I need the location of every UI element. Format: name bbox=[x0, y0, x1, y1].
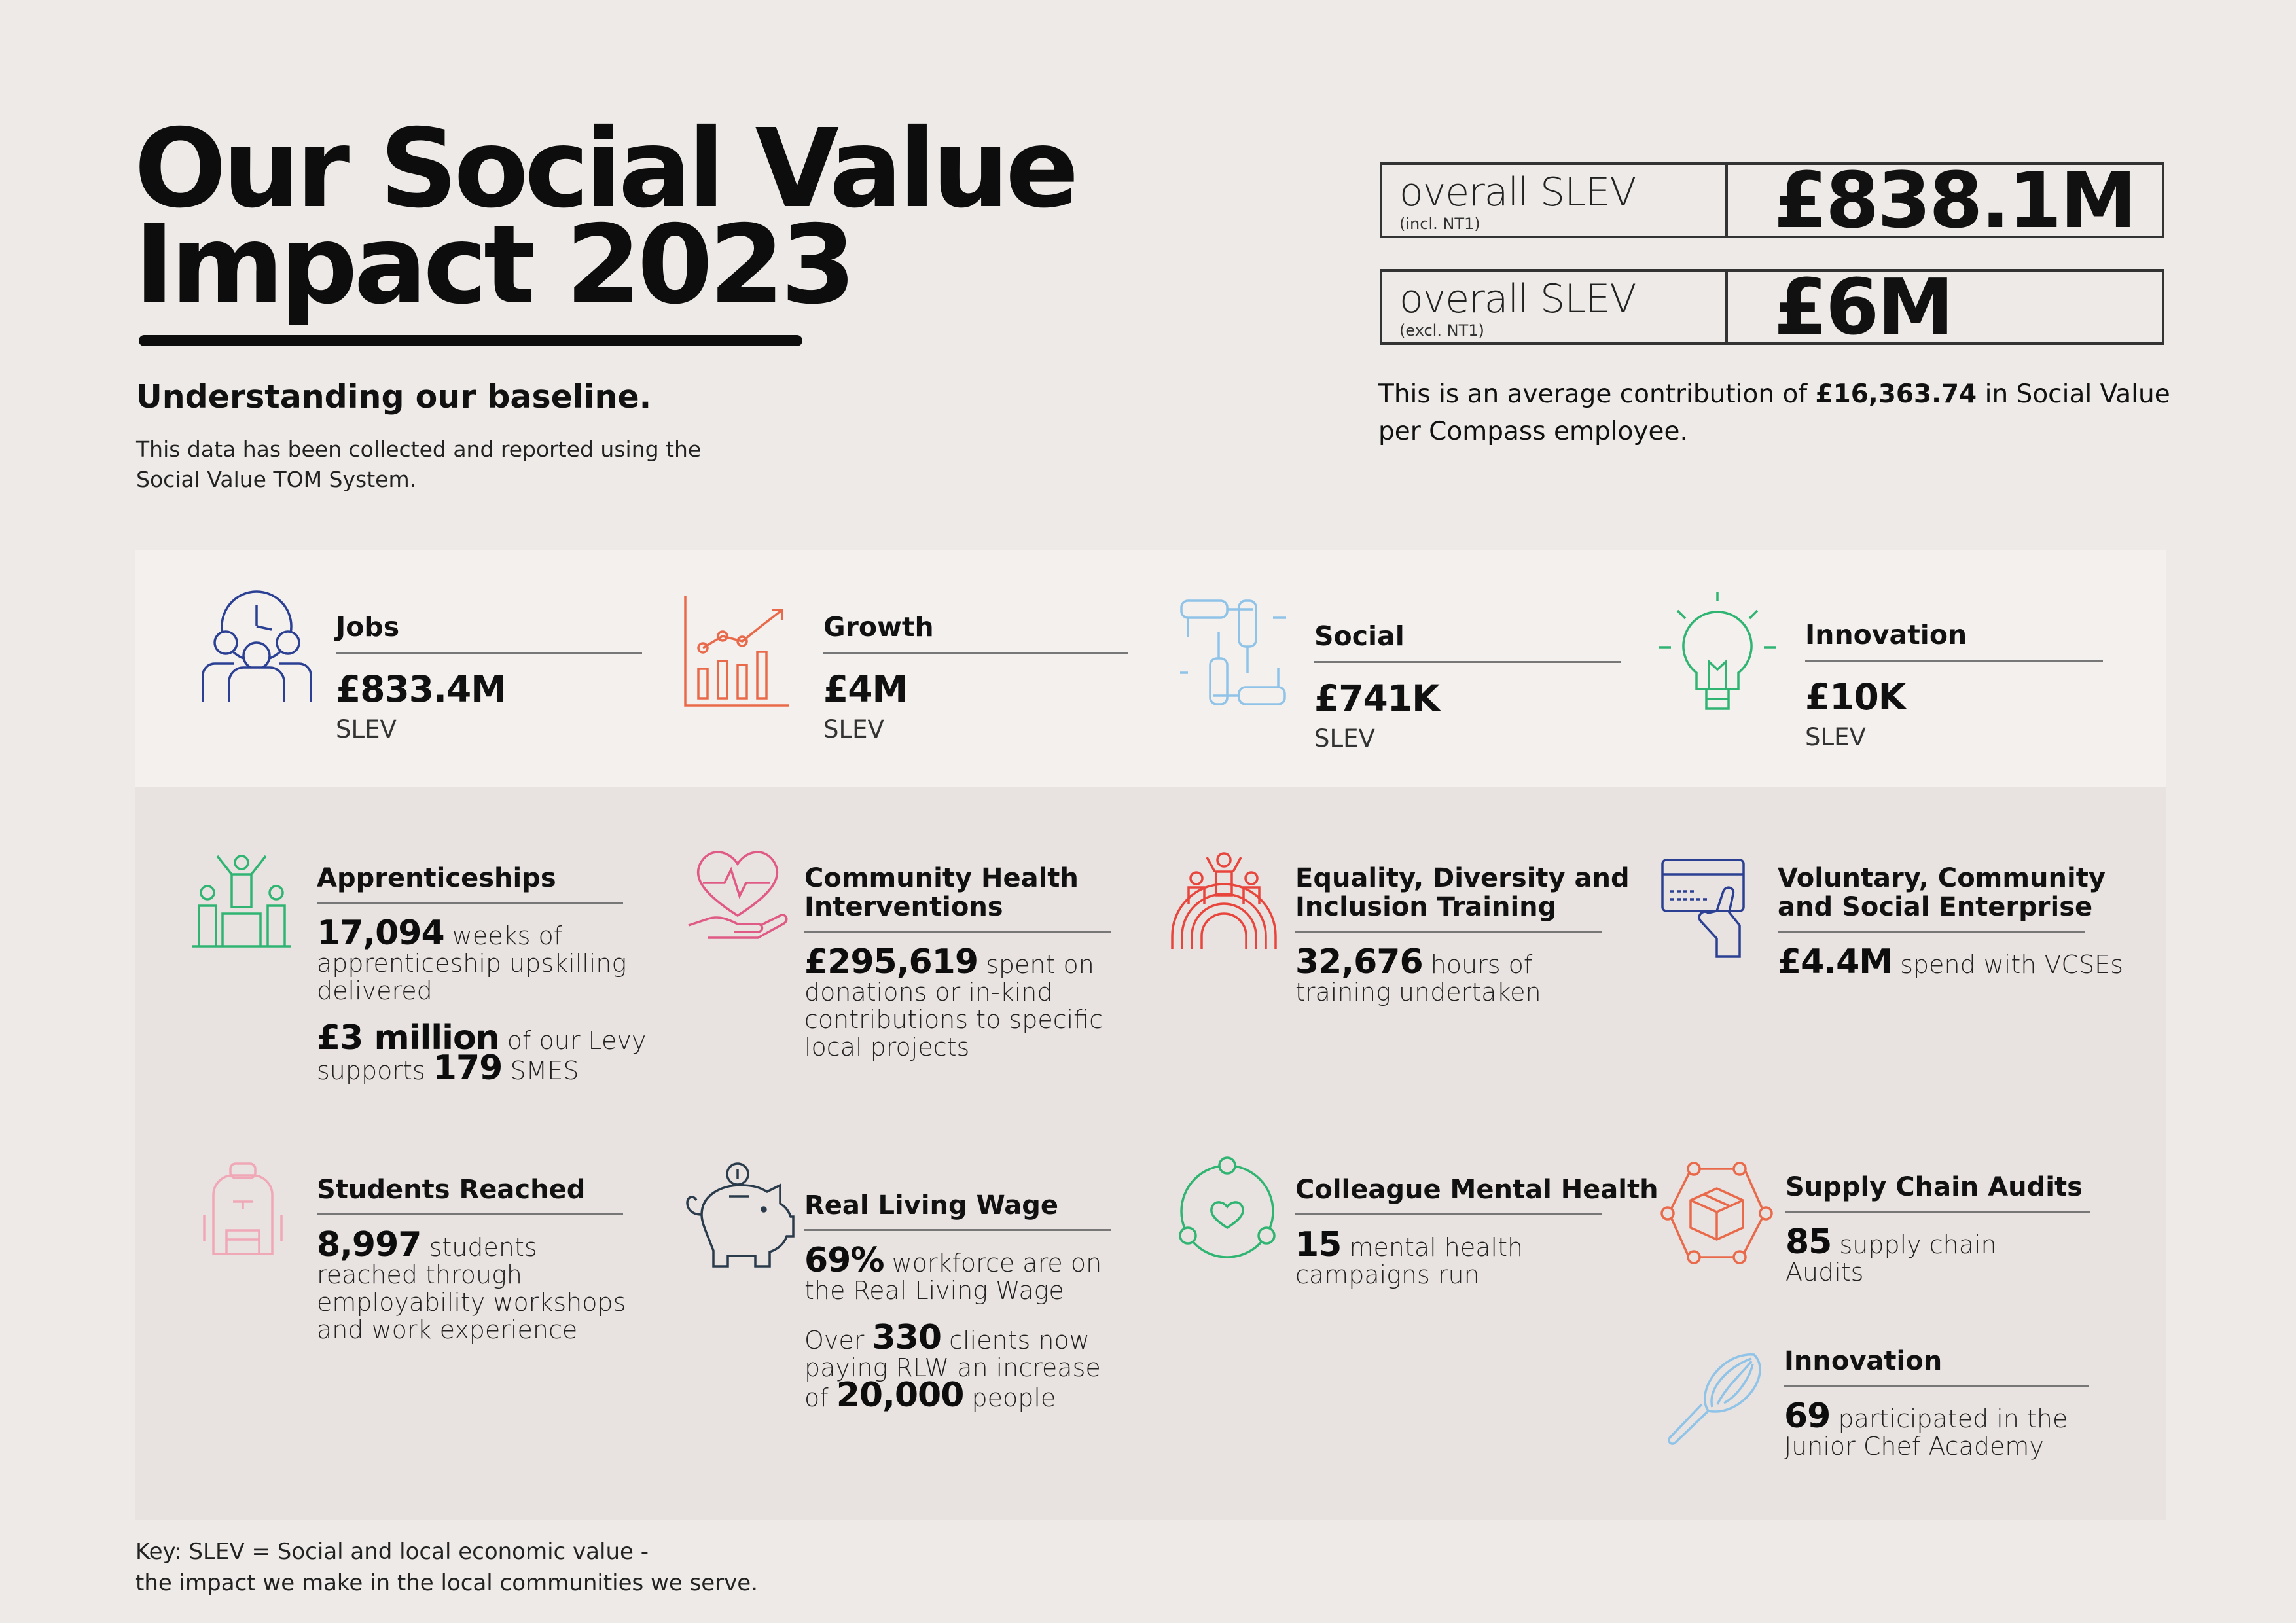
stat-text: Over bbox=[804, 1326, 865, 1355]
stat-name-line: Community Health bbox=[804, 863, 1079, 893]
stat-body bbox=[1295, 1225, 1602, 1289]
title-underline bbox=[139, 335, 802, 346]
stat-big-value: 20,000 bbox=[836, 1376, 964, 1415]
stat-body bbox=[317, 914, 627, 1005]
stat-text: hours of bbox=[1430, 950, 1533, 979]
heart-circle-icon bbox=[1178, 1162, 1276, 1260]
pillar-unit: SLEV bbox=[1314, 724, 1375, 753]
stat-equality-diversity bbox=[1295, 863, 1630, 1007]
box-network-icon bbox=[1660, 1162, 1774, 1264]
pillar-unit: SLEV bbox=[823, 715, 884, 743]
card-hand-icon bbox=[1661, 859, 1745, 957]
slev-note: (incl. NT1) bbox=[1399, 215, 1480, 233]
stat-name bbox=[317, 864, 623, 893]
stat-body bbox=[1784, 1397, 2089, 1461]
growth-chart-icon bbox=[684, 596, 789, 707]
stat-name-line: Inclusion Training bbox=[1295, 892, 1557, 922]
title-line-2: Impact 2023 bbox=[134, 202, 853, 329]
stat-body bbox=[804, 1318, 1111, 1415]
stat-text: spent on bbox=[986, 950, 1094, 979]
stat-text: delivered bbox=[317, 976, 433, 1005]
pillar-value: £741K bbox=[1314, 677, 1439, 719]
stat-name-line: Students Reached bbox=[317, 1175, 586, 1205]
linked-hands-icon bbox=[1175, 594, 1291, 711]
stat-name bbox=[804, 1191, 1111, 1220]
stat-text: paying RLW an increase bbox=[804, 1353, 1101, 1382]
divider bbox=[1314, 661, 1621, 663]
pillar-value: £4M bbox=[823, 668, 908, 710]
stat-text: the Real Living Wage bbox=[804, 1276, 1064, 1305]
stat-community-health bbox=[804, 864, 1111, 1061]
pillar-value: £10K bbox=[1805, 676, 1906, 718]
group-rainbow-icon bbox=[1170, 852, 1278, 949]
stat-text: apprenticeship upskilling bbox=[317, 949, 627, 978]
stat-text: SMES bbox=[510, 1056, 579, 1085]
stat-text: employability workshops bbox=[317, 1288, 626, 1317]
stat-name bbox=[1295, 1175, 1659, 1205]
stat-colleague-mental-health bbox=[1295, 1175, 1659, 1289]
average-contribution-text bbox=[1378, 376, 2183, 450]
stat-supply-chain-audits bbox=[1785, 1173, 2090, 1286]
stat-name bbox=[1295, 863, 1630, 922]
stat-big-value: £4.4M bbox=[1778, 942, 1893, 982]
stat-body bbox=[317, 1225, 626, 1344]
stat-text: training undertaken bbox=[1295, 978, 1541, 1007]
intro-line-1: This data has been collected and reported using the bbox=[136, 437, 702, 462]
stat-big-value: 330 bbox=[872, 1318, 942, 1357]
stat-text: clients now bbox=[949, 1326, 1090, 1355]
stat-name bbox=[317, 1175, 623, 1204]
stat-text: Audits bbox=[1785, 1258, 1864, 1287]
subheading: Understanding our baseline. bbox=[136, 378, 652, 416]
lightbulb-icon bbox=[1659, 592, 1776, 717]
avg-pre: This is an average contribution of bbox=[1378, 380, 1808, 409]
avg-post: in Social Value bbox=[1984, 380, 2170, 409]
stat-body bbox=[804, 1241, 1111, 1305]
divider bbox=[804, 1229, 1111, 1231]
stat-name-line: Colleague Mental Health bbox=[1295, 1175, 1659, 1205]
stat-innovation-junior-chef bbox=[1784, 1347, 2089, 1460]
key-line-1: Key: SLEV = Social and local economic value - bbox=[135, 1539, 649, 1565]
pillar-unit: SLEV bbox=[336, 715, 397, 743]
key-footnote bbox=[135, 1536, 758, 1599]
stat-text: spend with VCSEs bbox=[1900, 950, 2123, 979]
heart-hand-icon bbox=[689, 847, 787, 940]
stat-name-line: Apprenticeships bbox=[317, 863, 556, 893]
slev-label-cell bbox=[1382, 272, 1728, 342]
whisk-icon bbox=[1669, 1352, 1766, 1450]
pillar-innovation bbox=[1805, 619, 2103, 751]
avg-amount: £16,363.74 bbox=[1815, 380, 1977, 409]
stat-text: Junior Chef Academy bbox=[1784, 1432, 2044, 1461]
pillar-growth bbox=[823, 611, 1128, 743]
stat-name-line: and Social Enterprise bbox=[1778, 892, 2093, 922]
stat-text: students bbox=[429, 1233, 537, 1262]
pillar-value: £833.4M bbox=[336, 668, 506, 710]
stat-text: local projects bbox=[804, 1033, 970, 1061]
slev-value: £838.1M bbox=[1774, 155, 2135, 245]
stat-big-value: 85 bbox=[1785, 1222, 1832, 1262]
stat-name bbox=[1784, 1347, 2089, 1376]
divider bbox=[1778, 931, 2085, 933]
stat-text: supply chain bbox=[1839, 1230, 1997, 1259]
page-title bbox=[134, 106, 1075, 329]
pillar-name: Growth bbox=[823, 611, 934, 643]
divider bbox=[1805, 660, 2103, 662]
stat-text: of our Levy bbox=[507, 1026, 647, 1055]
people-clock-icon bbox=[200, 590, 314, 702]
stat-text: participated in the bbox=[1838, 1404, 2068, 1433]
cheering-people-icon bbox=[191, 855, 293, 946]
stat-text: people bbox=[971, 1383, 1056, 1412]
divider bbox=[317, 902, 623, 904]
stat-apprenticeships bbox=[317, 863, 647, 1088]
title-line-1: Our Social Value bbox=[134, 106, 1075, 232]
stat-text: contributions to specific bbox=[804, 1005, 1103, 1034]
divider bbox=[823, 652, 1128, 654]
stat-name bbox=[1778, 863, 2106, 922]
divider bbox=[1785, 1211, 2090, 1213]
stat-body bbox=[317, 1018, 647, 1088]
intro-text bbox=[136, 435, 778, 495]
overall-slev-excl-box bbox=[1380, 262, 2164, 352]
stat-big-value: 69% bbox=[804, 1241, 884, 1280]
stat-big-value: 32,676 bbox=[1295, 942, 1423, 982]
stat-students-reached bbox=[317, 1175, 626, 1344]
slev-note: (excl. NT1) bbox=[1399, 321, 1484, 340]
stat-name-line: Voluntary, Community bbox=[1778, 863, 2106, 893]
avg-line2: per Compass employee. bbox=[1378, 417, 1688, 446]
stat-text: reached through bbox=[317, 1260, 523, 1289]
slev-value: £6M bbox=[1774, 262, 1952, 352]
stat-big-value: 179 bbox=[433, 1048, 503, 1088]
divider bbox=[804, 931, 1111, 933]
pillar-name: Innovation bbox=[1805, 619, 1967, 651]
pillar-jobs bbox=[336, 611, 642, 743]
stat-text: and work experience bbox=[317, 1315, 578, 1344]
stat-voluntary-community bbox=[1778, 863, 2123, 982]
stat-big-value: 15 bbox=[1295, 1225, 1342, 1264]
stat-body bbox=[1785, 1222, 2090, 1287]
backpack-icon bbox=[203, 1162, 283, 1255]
stat-text: campaigns run bbox=[1295, 1260, 1480, 1289]
pillar-unit: SLEV bbox=[1805, 723, 1866, 751]
stat-name-line: Innovation bbox=[1784, 1346, 1943, 1376]
stat-body bbox=[804, 942, 1111, 1061]
pillar-name: Jobs bbox=[336, 611, 400, 643]
piggy-bank-icon bbox=[682, 1162, 793, 1268]
stat-real-living-wage bbox=[804, 1190, 1111, 1415]
stat-text: weeks of bbox=[452, 921, 563, 950]
stat-text: supports bbox=[317, 1056, 425, 1085]
slev-label: overall SLEV bbox=[1399, 276, 1636, 322]
stat-big-value: 8,997 bbox=[317, 1225, 422, 1264]
key-line-2: the impact we make in the local communities we serve. bbox=[135, 1570, 759, 1596]
pillar-social bbox=[1314, 620, 1621, 753]
divider bbox=[317, 1213, 623, 1215]
stat-text: of bbox=[804, 1383, 829, 1412]
stat-name bbox=[804, 864, 1111, 921]
stat-name bbox=[1785, 1173, 2090, 1202]
stat-name-line: Equality, Diversity and bbox=[1295, 863, 1630, 893]
divider bbox=[336, 652, 642, 654]
stat-body bbox=[1778, 942, 2123, 982]
stat-name-line: Supply Chain Audits bbox=[1785, 1172, 2083, 1202]
stat-body bbox=[1295, 942, 1602, 1007]
slev-label-cell bbox=[1382, 165, 1728, 236]
divider bbox=[1784, 1385, 2089, 1387]
overall-slev-incl-box bbox=[1380, 155, 2164, 245]
stat-name-line: Real Living Wage bbox=[804, 1190, 1059, 1221]
stat-name-line: Interventions bbox=[804, 892, 1003, 922]
intro-line-2: Social Value TOM System. bbox=[136, 467, 417, 492]
slev-label: overall SLEV bbox=[1399, 169, 1636, 215]
stat-big-value: 17,094 bbox=[317, 914, 444, 953]
pillar-name: Social bbox=[1314, 620, 1405, 652]
divider bbox=[1295, 1213, 1602, 1215]
stat-text: mental health bbox=[1349, 1233, 1524, 1262]
stat-text: donations or in-kind bbox=[804, 978, 1053, 1007]
stat-big-value: £3 million bbox=[317, 1018, 499, 1058]
stat-text: workforce are on bbox=[891, 1249, 1102, 1277]
stat-big-value: 69 bbox=[1784, 1397, 1831, 1436]
divider bbox=[1295, 931, 1602, 933]
stat-big-value: £295,619 bbox=[804, 942, 978, 982]
